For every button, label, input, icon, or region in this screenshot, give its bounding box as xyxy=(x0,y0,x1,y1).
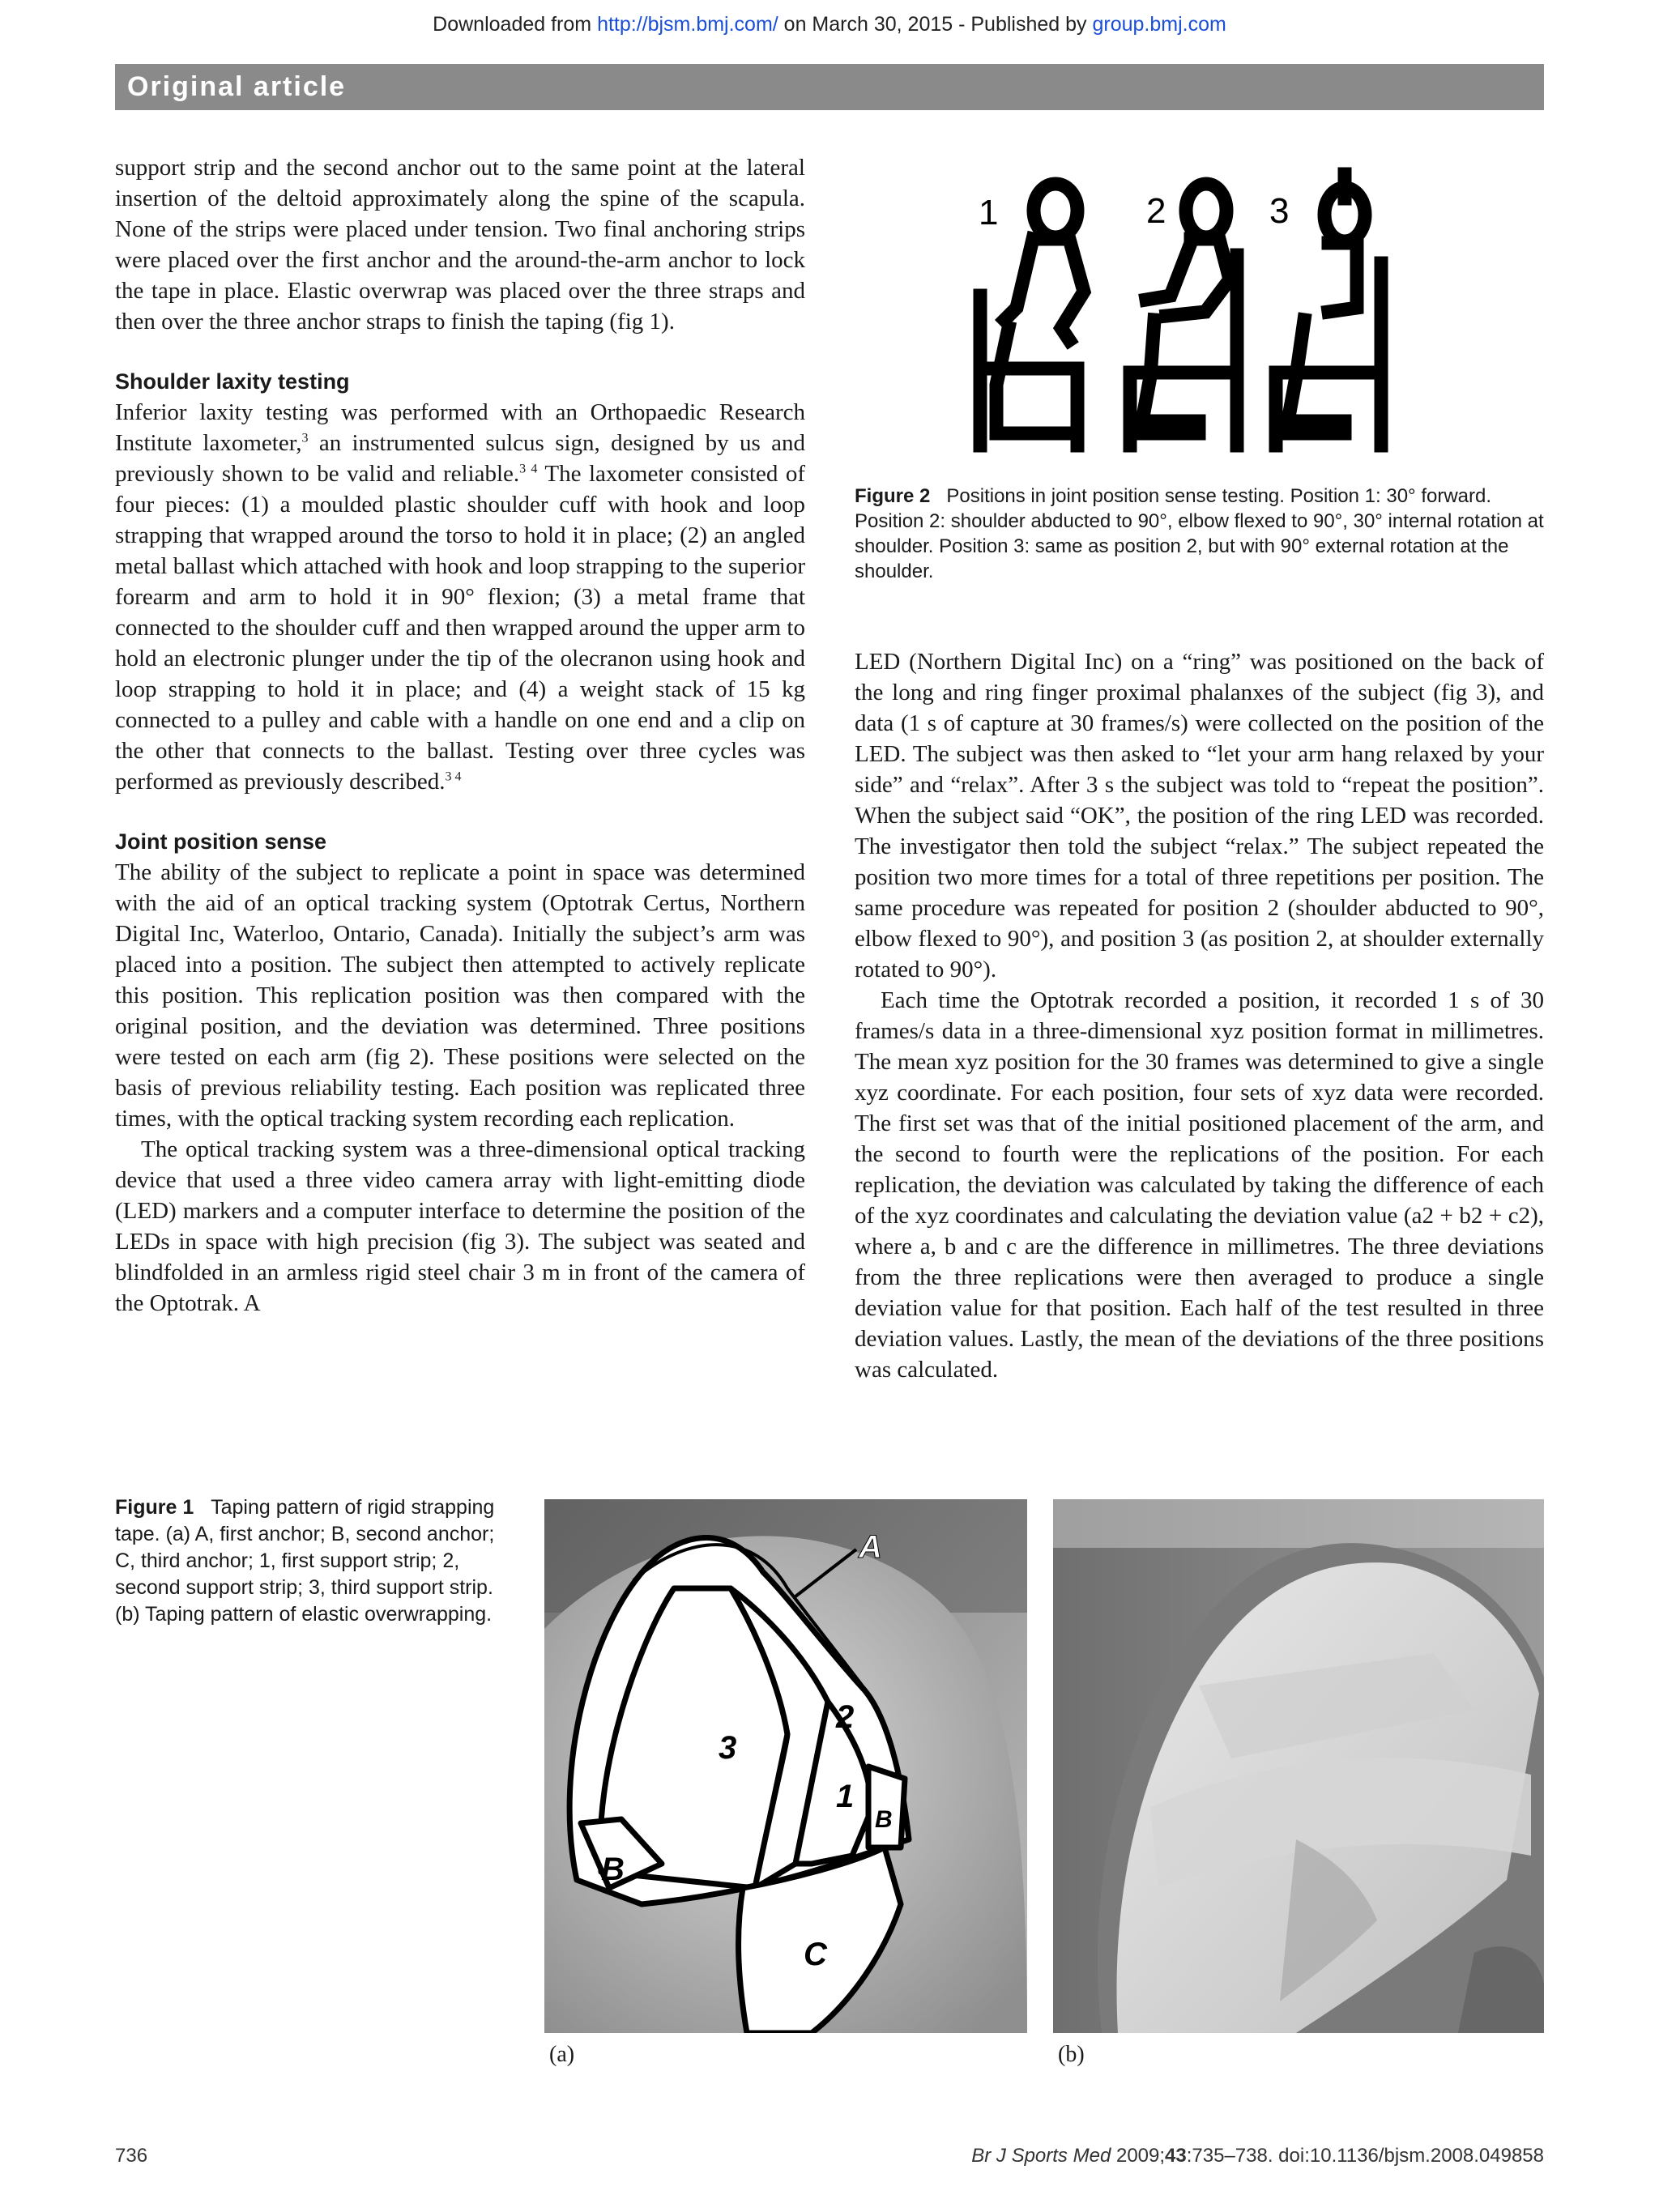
left-paragraph-2 xyxy=(115,397,805,797)
download-prefix: Downloaded from xyxy=(433,13,598,36)
figure1-caption xyxy=(115,1494,512,1628)
figure1b-label: (b) xyxy=(1058,2042,1085,2067)
ref-3: 3 xyxy=(301,431,309,445)
right-paragraph-1: LED (Northern Digital Inc) on a “ring” was positioned on the back of the long and ring finger proximal phalanxes of the subject (fig 3), and data (1 s of capture at 30 frames/s) were collected on the position of the LED. The subject was then asked to “let your arm hang relaxed by your side” and “relax”. After 3 s the subject was told to “repeat the position”. When the subject said “OK”, the position of the ring LED was recorded. The investigator then told the subject “relax.” The subject repeated the position two more times for a total of three repetitions per position. The same procedure was repeated for position 2 (shoulder abducted to 90°, elbow flexed to 90°), and position 3 (as position 2, at shoulder externally rotated to 90°). xyxy=(855,649,1544,982)
journal-name: Br J Sports Med xyxy=(971,2145,1111,2167)
position-label-3: 3 xyxy=(1269,191,1290,231)
left-paragraph-3: The ability of the subject to replicate a point in space was determined with the aid of an optical tracking system (Optotrak Certus, Northern Digital Inc, Waterloo, Ontario, Canada). Initially the subject’s arm was placed into a position. The subject then attempted to actively replicate this position. This replication position was then compared with the original position, and the deviation was determined. Three positions were tested on each arm (fig 2). These positions were selected on the basis of previous reliability testing. Each position was replicated three times, with the optical tracking system recording each replication. xyxy=(115,859,805,1132)
label-a: A xyxy=(859,1529,882,1565)
figure2-caption xyxy=(855,484,1544,584)
ref-3-4: 3 4 xyxy=(519,462,538,476)
label-strip-1: 1 xyxy=(836,1779,855,1814)
bjsm-link[interactable]: http://bjsm.bmj.com/ xyxy=(597,13,778,36)
ref-3-4-b: 3 4 xyxy=(445,769,462,784)
position-label-1: 1 xyxy=(979,193,999,232)
left-paragraph-1: support strip and the second anchor out to the same point at the lateral insertion of the deltoid approximately along the spine of the scapula. None of the strips were placed under tension. Two final anchoring strips were placed over the first anchor and the around-the-arm anchor to lock the tape in place. Elastic overwrap was placed over the three straps and then over the three anchor straps to finish the taping (fig 1). xyxy=(115,155,805,335)
figure1-caption-text: Taping pattern of rigid strapping tape. (a) A, first anchor; B, second anchor; C, third anchor; 1, first support strip; 2, second support strip; 3, third support strip. (b) Taping pattern of elastic overwrapping. xyxy=(115,1496,495,1626)
page-number: 736 xyxy=(115,2145,148,2167)
label-b-right: B xyxy=(875,1806,893,1833)
download-notice xyxy=(0,13,1659,36)
figure2-positions-illustration xyxy=(948,166,1401,458)
position-label-2: 2 xyxy=(1146,191,1166,231)
heading-joint-position: Joint position sense xyxy=(115,829,327,854)
left-paragraph-4: The optical tracking system was a three-dimensional optical tracking device that used a three video camera array with light-emitting diode (LED) markers and a computer interface to determine the position of the LEDs in space with high precision (fig 3). The subject was seated and blindfolded in an armless rigid steel chair 3 m in front of the camera of the Optotrak. A xyxy=(115,1136,805,1316)
section-title: Original article xyxy=(127,71,347,102)
figure1-caption-label: Figure 1 xyxy=(115,1496,194,1519)
label-strip-2: 2 xyxy=(836,1699,855,1735)
citation-pages: :735–738. doi:10.1136/bjsm.2008.049858 xyxy=(1186,2145,1544,2167)
download-middle: on March 30, 2015 - Published by xyxy=(778,13,1093,36)
right-paragraph-2: Each time the Optotrak recorded a position, it recorded 1 s of 30 frames/s data in a three-dimensional xyz position format in millimetres. The mean xyz position for the 30 frames was determined to give a single xyz coordinate. For each position, four sets of xyz data were recorded. The first set was that of the initial positioned placement of the arm, and the second to fourth were the replications of the position. For each replication, the deviation was calculated by taking the difference of each of the xyz coordinates and calculating the deviation value (a2 + b2 + c2), where a, b and c are the difference in millimetres. The three deviations from the three replications were then averaged to produce a single deviation value for that position. Each half of the test resulted in three deviation values. Lastly, the mean of the deviations of the three positions was calculated. xyxy=(855,987,1544,1383)
left-column xyxy=(115,152,805,1319)
seated-figure-3 xyxy=(1276,174,1381,445)
figure1b-overwrap-photo xyxy=(1053,1499,1544,2033)
citation-year: 2009; xyxy=(1111,2145,1166,2167)
figure2-caption-text: Positions in joint position sense testing. Position 1: 30° forward. Position 2: shoulder abducted to 90°, elbow flexed to 90°, 30° internal rotation at shoulder. Position 3: same as position 2, but with 90° external rotation at the shoulder. xyxy=(855,485,1544,582)
p2-text-b: an instrumented sulcus sign, designed by us and previously shown to be valid and reliable. xyxy=(115,430,806,487)
figure1a-taping-diagram xyxy=(544,1499,1027,2033)
p2-text-c: The laxometer consisted of four pieces: (1) a moulded plastic shoulder cuff with hook and loop strapping that wrapped around the torso to hold it in place; (2) an angled metal ballast which attached with hook and loop strapping to the superior forearm and arm to hold it in 90° flexion; (3) a metal frame that connected to the shoulder cuff and then wrapped around the upper arm to hold an electronic plunger under the tip of the olecranon using hook and loop strapping to hold it in place; and (4) a weight stack of 15 kg connected to a pulley and cable with a handle on one end and a clip on the other that connects to the ballast. Testing over three cycles was performed as previously described. xyxy=(115,461,806,795)
label-b-left: B xyxy=(601,1852,625,1887)
publisher-link[interactable]: group.bmj.com xyxy=(1092,13,1226,36)
section-banner xyxy=(115,64,1544,110)
figure2-caption-label: Figure 2 xyxy=(855,485,931,507)
citation-footer xyxy=(971,2145,1544,2167)
heading-shoulder-laxity: Shoulder laxity testing xyxy=(115,369,350,394)
right-column xyxy=(855,646,1544,1385)
label-c: C xyxy=(804,1937,827,1972)
citation-volume: 43 xyxy=(1165,2145,1187,2167)
figure1a-label: (a) xyxy=(549,2042,575,2067)
p2-text-a: Inferior laxity testing was performed with an Orthopaedic Research Institute laxometer, xyxy=(115,399,805,456)
label-strip-3: 3 xyxy=(719,1730,737,1766)
